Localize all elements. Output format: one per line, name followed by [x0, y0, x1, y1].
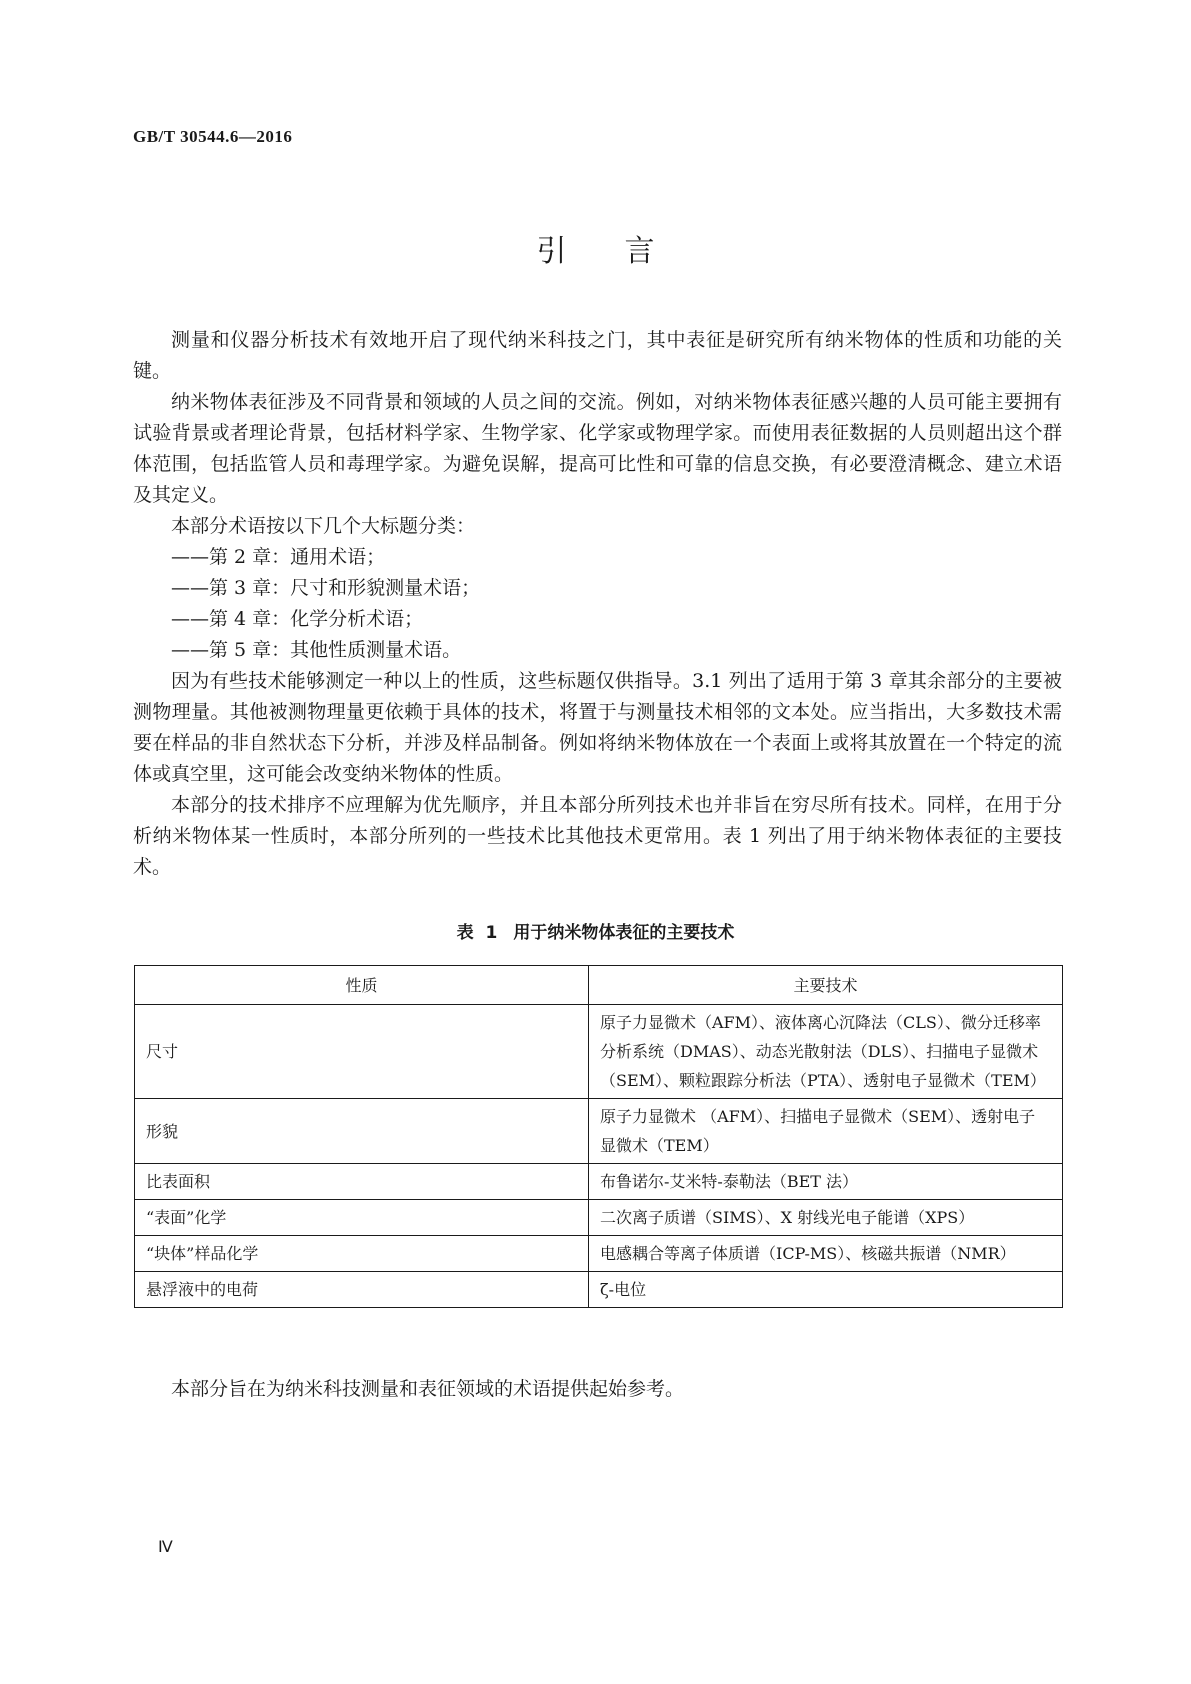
- paragraph: 本部分术语按以下几个大标题分类：: [171, 515, 476, 537]
- techniques-cell: 电感耦合等离子体质谱（ICP-MS）、核磁共振谱（NMR）: [589, 1236, 1063, 1272]
- property-cell: 悬浮液中的电荷: [135, 1272, 589, 1308]
- table-row: [135, 1005, 1063, 1099]
- list-item: ——第 3 章：尺寸和形貌测量术语；: [171, 577, 481, 599]
- standard-code: GB/T 30544.6—2016: [133, 127, 293, 146]
- list-item: ——第 4 章：化学分析术语；: [171, 608, 424, 630]
- table-caption: [0, 918, 1191, 943]
- table-row: [135, 1272, 1063, 1308]
- techniques-table: [134, 965, 1063, 1308]
- paragraph: 纳米物体表征涉及不同背景和领域的人员之间的交流。例如，对纳米物体表征感兴趣的人员可能主要拥有试验背景或者理论背景，包括材料学家、生物学家、化学家或物理学家。而使用表征数据的人员则超出这个群体范围，包括监管人员和毒理学家。为避免误解，提高可比性和可靠的信息交换，有必要澄清概念、建立术语及其定义。: [133, 391, 1062, 506]
- closing-paragraph: 本部分旨在为纳米科技测量和表征领域的术语提供起始参考。: [171, 1378, 685, 1400]
- column-header-property: 性质: [135, 966, 589, 1005]
- list-item: ——第 2 章：通用术语；: [171, 546, 386, 568]
- list-item: ——第 5 章：其他性质测量术语。: [171, 639, 462, 661]
- introduction-body: [133, 325, 1062, 883]
- techniques-cell: 二次离子质谱（SIMS）、X 射线光电子能谱（XPS）: [589, 1200, 1063, 1236]
- paragraph: 本部分的技术排序不应理解为优先顺序，并且本部分所列技术也并非旨在穷尽所有技术。同样，在用于分析纳米物体某一性质时，本部分所列的一些技术比其他技术更常用。表 1 列出了用于纳米物体表征的主要技术。: [133, 794, 1062, 878]
- property-cell: “块体”样品化学: [135, 1236, 589, 1272]
- property-cell: 比表面积: [135, 1164, 589, 1200]
- property-cell: 尺寸: [135, 1005, 589, 1099]
- table-caption-label: 表 1: [456, 923, 498, 943]
- techniques-cell: 原子力显微术 （AFM）、扫描电子显微术（SEM）、透射电子显微术（TEM）: [589, 1099, 1063, 1164]
- techniques-cell: 原子力显微术（AFM）、液体离心沉降法（CLS）、微分迁移率分析系统（DMAS）、动态光散射法（DLS）、扫描电子显微术（SEM）、颗粒跟踪分析法（PTA）、透射电子显微术（TEM）: [589, 1005, 1063, 1099]
- table-row: [135, 1200, 1063, 1236]
- property-cell: 形貌: [135, 1099, 589, 1164]
- page-number: Ⅳ: [158, 1539, 173, 1556]
- property-cell: “表面”化学: [135, 1200, 589, 1236]
- table-row: [135, 1236, 1063, 1272]
- table-header-row: [135, 966, 1063, 1005]
- techniques-cell: 布鲁诺尔-艾米特-泰勒法（BET 法）: [589, 1164, 1063, 1200]
- table-row: [135, 1099, 1063, 1164]
- techniques-cell: ζ-电位: [589, 1272, 1063, 1308]
- column-header-techniques: 主要技术: [589, 966, 1063, 1005]
- paragraph: 测量和仪器分析技术有效地开启了现代纳米科技之门，其中表征是研究所有纳米物体的性质和功能的关键。: [133, 329, 1062, 382]
- table-row: [135, 1164, 1063, 1200]
- paragraph: 因为有些技术能够测定一种以上的性质，这些标题仅供指导。3.1 列出了适用于第 3 章其余部分的主要被测物理量。其他被测物理量更依赖于具体的技术，将置于与测量技术相邻的文本处。应当指出，大多数技术需要在样品的非自然状态下分析，并涉及样品制备。例如将纳米物体放在一个表面上或将其放置在一个特定的流体或真空里，这可能会改变纳米物体的性质。: [133, 670, 1062, 785]
- page-title: 引言: [536, 234, 713, 269]
- table-caption-text: 用于纳米物体表征的主要技术: [513, 923, 735, 943]
